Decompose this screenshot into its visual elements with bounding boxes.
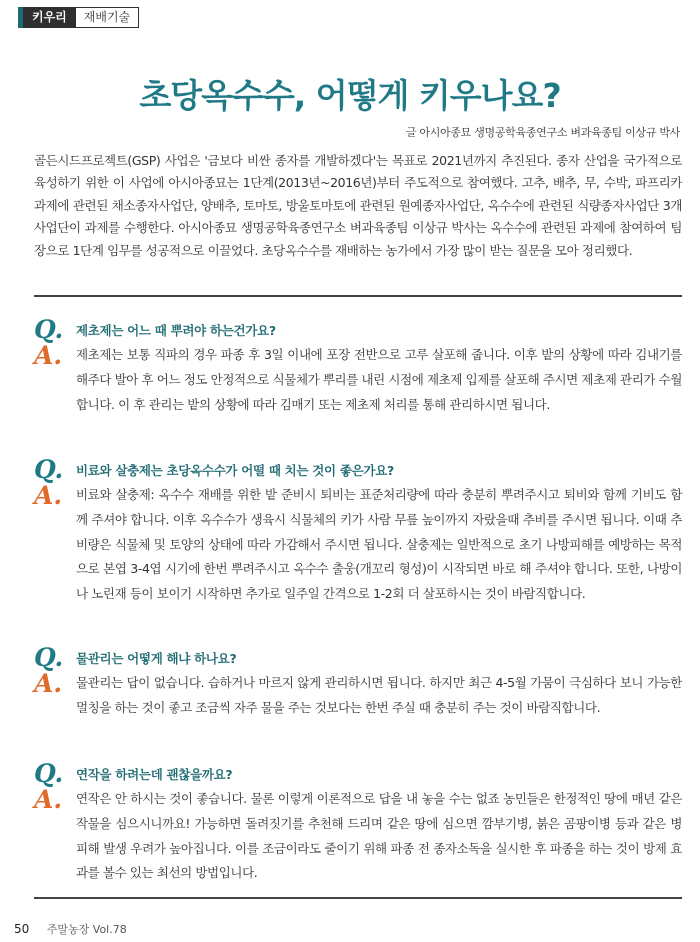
article-byline: 글 아시아종묘 생명공학육종연구소 벼과육종팀 이상규 박사	[405, 126, 680, 139]
question-text: 물관리는 어떻게 해냐 하나요?	[76, 651, 237, 666]
answer-mark: A.	[34, 785, 63, 814]
answer-mark: A.	[34, 481, 63, 510]
question-mark: Q.	[34, 315, 64, 344]
page-footer	[14, 921, 127, 937]
qa-item-1	[34, 315, 682, 417]
answer-mark: A.	[34, 341, 63, 370]
divider-top	[34, 295, 682, 297]
section-category: 키우리	[23, 7, 76, 28]
qa-item-4	[34, 759, 682, 886]
answer-text: 제초제는 보통 직파의 경우 파종 후 3일 이내에 포장 전반으로 고루 살포해 줍니다. 이후 밭의 상황에 따라 김내기를 해주다 발아 후 어느 정도 안정적으로 식물체가 뿌리를 내린 시점에 제초제 입제를 살포해 주시면 제초제 관리가 수월합니다. 이 후 관리는 밭의 상황에 따라 김매기 또는 제초제 처리를 통해 관리하시면 됩니다.	[76, 347, 682, 412]
question-mark: Q.	[34, 643, 64, 672]
section-tag	[18, 7, 139, 28]
section-subcategory: 재배기술	[76, 7, 139, 28]
answer-text: 비료와 살충제: 옥수수 재배를 위한 밭 준비시 퇴비는 표준처리량에 따라 충분히 뿌려주시고 퇴비와 함께 기비도 함께 주셔야 합니다. 이후 옥수수가 생육시 식물체의 키가 사람 무릎 높이까지 자랐을때 추비를 주시면 됩니다. 이때 추비량은 식물체 및 토양의 상태에 따라 가감해서 주시면 됩니다. 살충제는 일반적으로 초기 나방피해를 예방하는 목적으로 본엽 3-4엽 시기에 한번 뿌려주시고 옥수수 출웅(개꼬리 형성)이 시작되면 바로 해 주셔야 합니다. 또한, 나방이나 노린재 등이 보이기 시작하면 추가로 일주일 간격으로 1-2회 더 살포하시는 것이 바람직합니다.	[76, 487, 683, 602]
question-text: 제초제는 어느 때 뿌려야 하는건가요?	[76, 323, 276, 338]
page-number: 50	[14, 922, 30, 936]
answer-mark: A.	[34, 669, 63, 698]
article-title: 초당옥수수, 어떻게 키우나요?	[139, 76, 561, 115]
magazine-issue: 주말농장 Vol.78	[46, 923, 127, 936]
divider-bottom	[34, 897, 682, 899]
answer-text: 물관리는 답이 없습니다. 습하거나 마르지 않게 관리하시면 됩니다. 하지만 최근 4-5월 가뭄이 극심하다 보니 가능한 멀칭을 하는 것이 좋고 조금씩 자주 물을 주는 것보다는 한번 주실 때 충분히 주는 것이 바람직합니다.	[76, 675, 682, 715]
article-intro: 골든시드프로젝트(GSP) 사업은 '금보다 비싼 종자를 개발하겠다'는 목표로 2021년까지 추진된다. 종자 산업을 국가적으로 육성하기 위한 이 사업에 아시아종묘는 1단계(2013년~2016년)부터 주도적으로 참여했다. 고추, 배추, 무, 수박, 파프리카 과제에 관련된 채소종자사업단, 양배추, 토마토, 방울토마토에 관련된 원예종자사업단, 옥수수에 관련된 식량종자사업단 3개 사업단이 과제를 수행한다. 아시아종묘 생명공학육종연구소 벼과육종팀 이상규 박사는 옥수수에 관련된 과제에 참여하여 팀장으로 1단계 임무를 성공적으로 이끌었다. 초당옥수수를 재배하는 농가에서 가장 많이 받는 질문을 모아 정리했다.	[34, 153, 682, 258]
qa-item-2	[34, 455, 683, 607]
question-text: 비료와 살충제는 초당옥수수가 어떨 때 치는 것이 좋은가요?	[76, 463, 394, 478]
question-mark: Q.	[34, 455, 64, 484]
answer-text: 연작은 안 하시는 것이 좋습니다. 물론 이렇게 이론적으로 답을 내 놓을 수는 없죠 농민들은 한정적인 땅에 매년 같은 작물을 심으시니까요! 가능하면 돌려짓기를 추천해 드리며 같은 땅에 심으면 깜부기병, 붉은 곰팡이병 등과 같은 병 피해 발생 우려가 높아집니다. 이를 조금이라도 줄이기 위해 파종 전 종자소독을 실시한 후 파종을 하는 것이 방제 효과를 볼수 있는 최선의 방법입니다.	[76, 791, 682, 881]
question-mark: Q.	[34, 759, 64, 788]
qa-item-3	[34, 643, 682, 721]
question-text: 연작을 하려는데 괜찮을까요?	[76, 767, 233, 782]
